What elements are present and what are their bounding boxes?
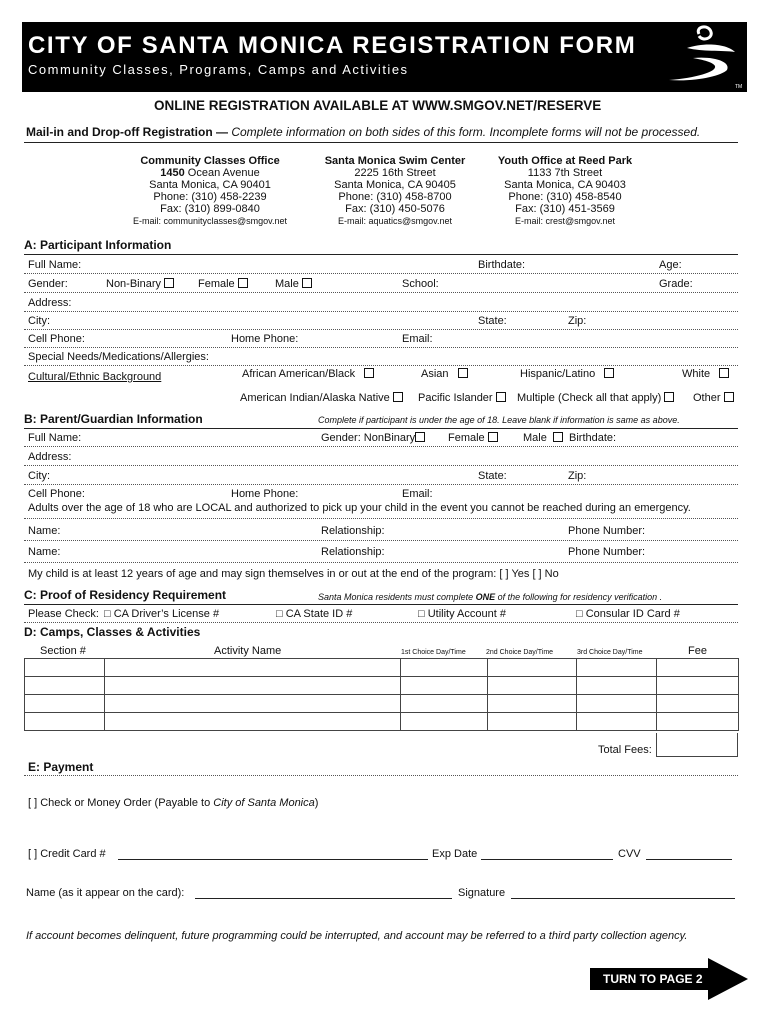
row-line xyxy=(24,347,738,348)
mailin-bold: Mail-in and Drop-off Registration — xyxy=(26,125,228,139)
participant-email-label[interactable]: Email: xyxy=(402,333,433,345)
participant-home-phone-label[interactable]: Home Phone: xyxy=(231,333,299,345)
checkbox[interactable] xyxy=(488,432,498,442)
office-street: 1133 7th Street xyxy=(527,167,603,179)
ethnicity-native-option[interactable] xyxy=(240,392,403,404)
signature-label: Signature xyxy=(458,887,506,899)
special-needs-label[interactable]: Special Needs/Medications/Allergies: xyxy=(28,351,209,363)
guardian-male-option[interactable] xyxy=(523,432,563,444)
checkbox[interactable] xyxy=(604,368,614,378)
section-cell[interactable] xyxy=(25,677,105,695)
row-line xyxy=(24,311,738,312)
row-line xyxy=(24,540,738,541)
ethnicity-label: Asian xyxy=(421,368,449,380)
guardian-birthdate-label[interactable]: Birthdate: xyxy=(569,432,617,444)
row-line xyxy=(24,622,738,623)
delinquency-notice: If account becomes delinquent, future programming could be interrupted, and account may be referred to a third party collection agency. xyxy=(26,930,688,942)
choice3-cell[interactable] xyxy=(577,677,657,695)
exp-date-label: Exp Date xyxy=(432,848,478,860)
section-cell[interactable] xyxy=(25,713,105,731)
ethnicity-label: White xyxy=(682,368,711,380)
payment-check-option[interactable] xyxy=(28,797,318,809)
choice1-cell[interactable] xyxy=(401,659,488,677)
guardian-city-label[interactable]: City: xyxy=(28,470,50,482)
activity-cell[interactable] xyxy=(105,713,401,731)
office-street: Ocean Avenue xyxy=(184,167,260,179)
guardian-address-label[interactable]: Address: xyxy=(28,451,72,463)
activities-table xyxy=(24,658,739,731)
guardian-female-label: Female xyxy=(448,432,485,444)
ethnicity-label: Hispanic/Latino xyxy=(520,368,596,380)
office-phone: Phone: (310) 458-8540 xyxy=(508,191,622,203)
fee-cell[interactable] xyxy=(657,677,739,695)
office-email: E-mail: crest@smgov.net xyxy=(515,216,615,226)
choice1-cell[interactable] xyxy=(401,695,488,713)
participant-cell-label[interactable]: Cell Phone: xyxy=(28,333,85,345)
section-c-heading: C: Proof of Residency Requirement xyxy=(24,588,227,602)
exp-date-field[interactable] xyxy=(481,848,613,860)
divider xyxy=(24,604,738,605)
ethnicity-african-american-option[interactable] xyxy=(242,368,374,380)
pickup-name-1-label[interactable]: Name: xyxy=(28,525,61,537)
column-section-number: Section # xyxy=(40,645,86,657)
self-signout-statement[interactable]: My child is at least 12 years of age and may sign themselves in or out at the end of the program: [ ] Yes [ ] No xyxy=(28,568,559,580)
payment-check-close: ) xyxy=(314,797,319,809)
section-c-note xyxy=(318,592,662,602)
total-fees-box[interactable] xyxy=(656,733,738,757)
guardian-full-name-label[interactable]: Full Name: xyxy=(28,432,82,444)
turn-page-label: TURN TO PAGE 2 xyxy=(603,972,703,986)
row-line xyxy=(24,775,738,776)
turn-to-page-2-button[interactable] xyxy=(590,958,750,1000)
signature-field[interactable] xyxy=(511,887,735,899)
guardian-email-label[interactable]: Email: xyxy=(402,488,433,500)
guardian-female-option[interactable] xyxy=(448,432,498,444)
ethnicity-pacific-option[interactable] xyxy=(418,392,506,404)
row-line xyxy=(24,518,738,519)
choice3-cell[interactable] xyxy=(577,713,657,731)
choice1-cell[interactable] xyxy=(401,677,488,695)
row-line xyxy=(24,292,738,293)
section-d-heading: D: Camps, Classes & Activities xyxy=(24,625,201,639)
guardian-cell-label[interactable]: Cell Phone: xyxy=(28,488,85,500)
choice3-cell[interactable] xyxy=(577,659,657,677)
checkbox[interactable] xyxy=(415,432,425,442)
participant-address-label[interactable]: Address: xyxy=(28,297,72,309)
section-cell[interactable] xyxy=(25,695,105,713)
checkbox[interactable] xyxy=(302,278,312,288)
guardian-gender-label: Gender: NonBinary xyxy=(321,432,416,444)
cvv-field[interactable] xyxy=(646,848,732,860)
participant-state-label[interactable]: State: xyxy=(478,315,507,327)
table-row xyxy=(25,695,739,713)
checkbox[interactable] xyxy=(664,392,674,402)
office-city: Santa Monica, CA 90403 xyxy=(504,179,626,191)
checkbox[interactable] xyxy=(364,368,374,378)
table-row xyxy=(25,713,739,731)
participant-zip-label[interactable]: Zip: xyxy=(568,315,587,327)
divider xyxy=(24,142,738,143)
checkbox[interactable] xyxy=(719,368,729,378)
gender-female-label: Female xyxy=(198,278,235,290)
office-name: Youth Office at Reed Park xyxy=(497,155,633,167)
ethnicity-label: Other xyxy=(693,392,721,404)
note-emphasis: ONE xyxy=(475,592,496,602)
pickup-name-2-label[interactable]: Name: xyxy=(28,546,61,558)
name-on-card-label: Name (as it appear on the card): xyxy=(26,887,185,899)
checkbox[interactable] xyxy=(164,278,174,288)
column-first-choice: 1st Choice Day/Time xyxy=(401,649,466,656)
choice2-cell[interactable] xyxy=(488,677,577,695)
gender-female-option[interactable] xyxy=(198,278,248,290)
total-fees-label: Total Fees: xyxy=(598,744,652,756)
checkbox[interactable] xyxy=(724,392,734,402)
choice2-cell[interactable] xyxy=(488,659,577,677)
office-street-number: 1450 xyxy=(160,167,185,179)
office-community-classes xyxy=(100,155,320,227)
row-line xyxy=(24,562,738,563)
santa-monica-logo-icon xyxy=(665,24,743,90)
ethnicity-label: American Indian/Alaska Native xyxy=(240,392,390,404)
guardian-state-label[interactable]: State: xyxy=(478,470,507,482)
row-line xyxy=(24,446,738,447)
office-youth-reed-park xyxy=(465,155,665,227)
office-fax: Fax: (310) 451-3569 xyxy=(515,203,615,215)
column-fee: Fee xyxy=(688,645,707,657)
pickup-relationship-2-label[interactable]: Relationship: xyxy=(321,546,385,558)
column-activity-name: Activity Name xyxy=(214,645,282,657)
form-header xyxy=(22,22,747,92)
ethnicity-other-option[interactable] xyxy=(693,392,734,404)
participant-city-label[interactable]: City: xyxy=(28,315,50,327)
participant-gender-label: Gender: xyxy=(28,278,68,290)
participant-full-name-label[interactable]: Full Name: xyxy=(28,259,82,271)
office-name: Santa Monica Swim Center xyxy=(324,155,466,167)
authorized-adults-text: Adults over the age of 18 who are LOCAL and authorized to pick up your child in the event you cannot be reached during an emergency. xyxy=(28,502,691,514)
checkbox[interactable] xyxy=(393,392,403,402)
cvv-label: CVV xyxy=(618,848,641,860)
name-on-card-field[interactable] xyxy=(195,887,452,899)
column-second-choice: 2nd Choice Day/Time xyxy=(486,649,554,656)
residency-consular-id-option[interactable]: □ Consular ID Card # xyxy=(576,608,680,620)
ethnicity-hispanic-option[interactable] xyxy=(520,368,614,380)
pickup-phone-1-label[interactable]: Phone Number: xyxy=(568,525,646,537)
table-row xyxy=(25,677,739,695)
guardian-zip-label[interactable]: Zip: xyxy=(568,470,587,482)
ethnicity-label: African American/Black xyxy=(242,368,356,380)
divider xyxy=(24,428,738,429)
guardian-gender-nonbinary-option[interactable] xyxy=(321,432,425,444)
section-cell[interactable] xyxy=(25,659,105,677)
office-phone: Phone: (310) 458-2239 xyxy=(153,191,267,203)
row-line xyxy=(24,465,738,466)
office-email: E-mail: aquatics@smgov.net xyxy=(337,216,452,226)
choice2-cell[interactable] xyxy=(488,695,577,713)
checkbox[interactable] xyxy=(553,432,563,442)
gender-male-option[interactable] xyxy=(275,278,312,290)
ethnicity-label: Pacific Islander xyxy=(418,392,493,404)
section-e-heading: E: Payment xyxy=(28,760,94,774)
participant-grade-label[interactable]: Grade: xyxy=(659,278,693,290)
choice3-cell[interactable] xyxy=(577,695,657,713)
column-third-choice: 3rd Choice Day/Time xyxy=(577,649,643,656)
participant-school-label[interactable]: School: xyxy=(402,278,439,290)
fee-cell[interactable] xyxy=(657,659,739,677)
row-line xyxy=(24,484,738,485)
section-b-note: Complete if participant is under the age of 18. Leave blank if information is same as above. xyxy=(318,415,680,425)
ethnicity-white-option[interactable] xyxy=(682,368,729,380)
ethnicity-label: Multiple (Check all that apply) xyxy=(517,392,662,404)
choice2-cell[interactable] xyxy=(488,713,577,731)
ethnicity-multiple-option[interactable] xyxy=(517,392,674,404)
form-title: CITY OF SANTA MONICA REGISTRATION FORM xyxy=(28,32,637,59)
fee-cell[interactable] xyxy=(657,695,739,713)
ethnicity-asian-option[interactable] xyxy=(421,368,468,380)
trademark-mark: TM xyxy=(735,84,743,90)
section-b-heading: B: Parent/Guardian Information xyxy=(24,412,203,426)
form-subtitle: Community Classes, Programs, Camps and Activities xyxy=(28,62,409,77)
activity-cell[interactable] xyxy=(105,677,401,695)
residency-utility-account-option[interactable]: □ Utility Account # xyxy=(418,608,506,620)
checkbox[interactable] xyxy=(496,392,506,402)
online-registration-banner: ONLINE REGISTRATION AVAILABLE AT WWW.SMGOV.NET/RESERVE xyxy=(154,98,602,113)
choice1-cell[interactable] xyxy=(401,713,488,731)
office-phone: Phone: (310) 458-8700 xyxy=(338,191,452,203)
guardian-home-phone-label[interactable]: Home Phone: xyxy=(231,488,299,500)
fee-cell[interactable] xyxy=(657,713,739,731)
pickup-relationship-1-label[interactable]: Relationship: xyxy=(321,525,385,537)
gender-male-label: Male xyxy=(275,278,299,290)
note-text: of the following for residency verification . xyxy=(495,592,663,602)
cultural-background-label: Cultural/Ethnic Background xyxy=(28,371,162,383)
divider xyxy=(24,254,738,255)
office-city: Santa Monica, CA 90401 xyxy=(149,179,271,191)
guardian-male-label: Male xyxy=(523,432,547,444)
activity-cell[interactable] xyxy=(105,695,401,713)
section-a-heading: A: Participant Information xyxy=(24,238,172,252)
mailin-notice xyxy=(26,125,700,139)
row-line xyxy=(24,329,738,330)
activity-cell[interactable] xyxy=(105,659,401,677)
payee-name: City of Santa Monica xyxy=(213,797,315,809)
row-line xyxy=(24,273,738,274)
gender-nonbinary-label: Non-Binary xyxy=(106,278,162,290)
mailin-italic: Complete information on both sides of this form. Incomplete forms will not be processed. xyxy=(231,125,701,139)
credit-card-number-field[interactable] xyxy=(118,848,428,860)
table-row xyxy=(25,659,739,677)
pickup-phone-2-label[interactable]: Phone Number: xyxy=(568,546,646,558)
office-fax: Fax: (310) 450-5076 xyxy=(345,203,445,215)
note-text: Santa Monica residents must complete xyxy=(318,592,476,602)
please-check-label: Please Check: xyxy=(28,608,99,620)
checkbox[interactable] xyxy=(458,368,468,378)
office-street: 2225 16th Street xyxy=(354,167,436,179)
residency-state-id-option[interactable]: □ CA State ID # xyxy=(276,608,353,620)
payment-check-label: [ ] Check or Money Order (Payable to xyxy=(28,797,214,809)
participant-age-label[interactable]: Age: xyxy=(659,259,682,271)
residency-drivers-license-option[interactable]: □ CA Driver’s License # xyxy=(104,608,220,620)
gender-nonbinary-option[interactable] xyxy=(106,278,174,290)
office-email: E-mail: communityclasses@smgov.net xyxy=(132,216,287,226)
office-city: Santa Monica, CA 90405 xyxy=(334,179,456,191)
checkbox[interactable] xyxy=(238,278,248,288)
participant-birthdate-label[interactable]: Birthdate: xyxy=(478,259,526,271)
office-name: Community Classes Office xyxy=(140,155,280,167)
row-line xyxy=(24,365,738,366)
office-fax: Fax: (310) 899-0840 xyxy=(160,203,260,215)
payment-credit-card-option[interactable]: [ ] Credit Card # xyxy=(28,848,106,860)
